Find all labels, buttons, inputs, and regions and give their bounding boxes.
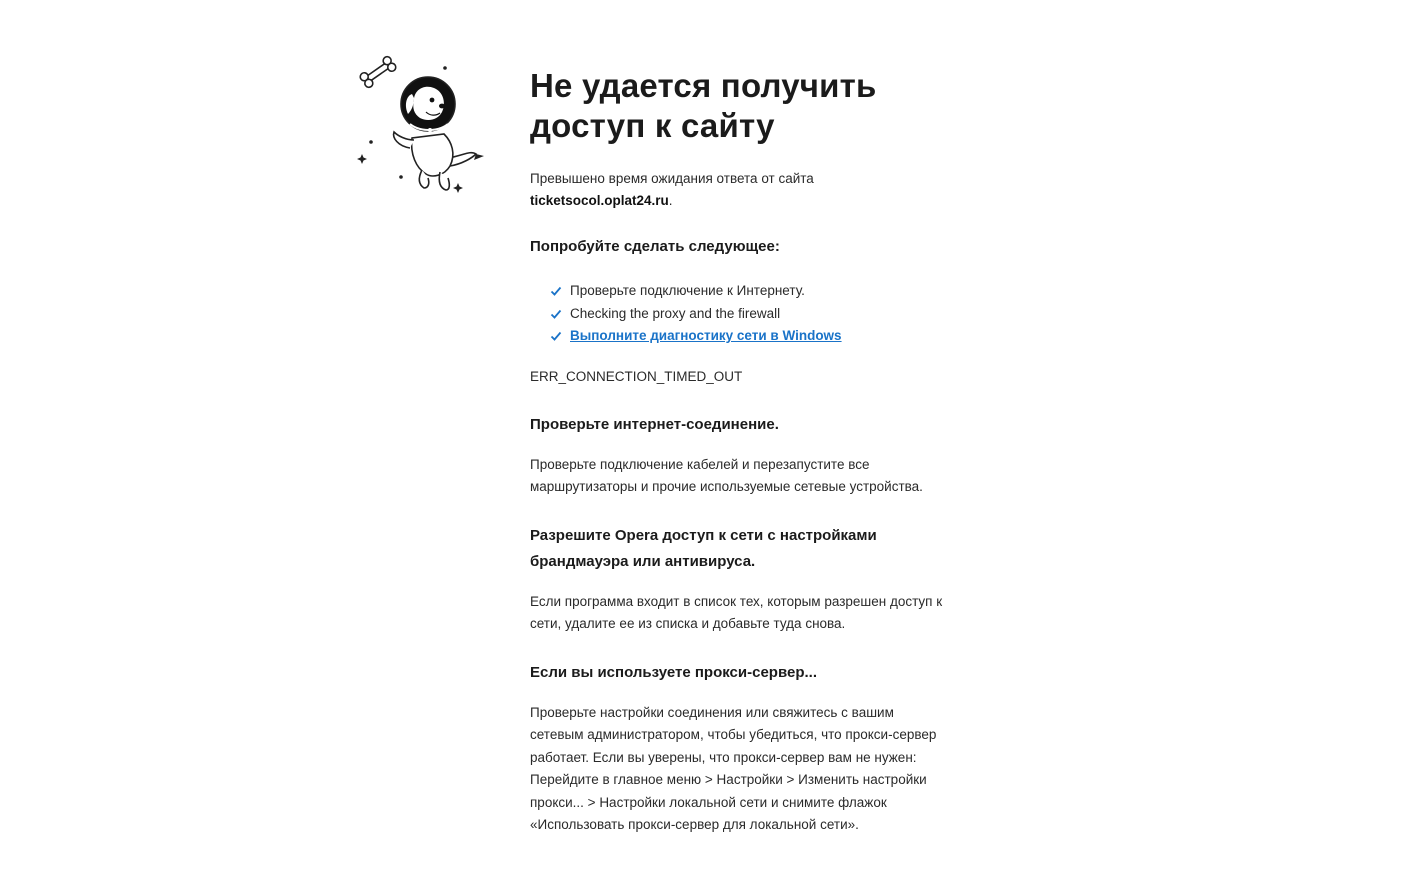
page-title: Не удается получить доступ к сайту [530, 67, 877, 144]
section-body: Проверьте подключение кабелей и перезапустите все маршрутизаторы и прочие используемые сетевые устройства. [530, 456, 923, 494]
suggestion-list [530, 280, 950, 348]
suggestion-check-connection: Проверьте подключение к Интернету. [570, 283, 805, 298]
checkmark-icon [550, 285, 562, 297]
section-heading: Проверьте интернет-соединение. [530, 415, 779, 433]
bone-icon [359, 55, 398, 89]
suggestion-item [550, 303, 950, 326]
suggestion-item [550, 280, 950, 303]
network-diagnostics-link[interactable]: Выполните диагностику сети в Windows [570, 328, 842, 343]
suggestion-item [550, 325, 950, 348]
error-code: ERR_CONNECTION_TIMED_OUT [530, 368, 743, 384]
section-body: Проверьте настройки соединения или свяжитесь с вашим сетевым администратором, чтобы убедиться, что прокси-сервер работает. Если вы уверены, что прокси-сервер вам не нужен: Перейдите в главное меню > Настройки > Изменить настройки прокси... > Настройки локальной сети и снимите флажок «Использовать прокси-сервер для локальной сети». [530, 704, 937, 832]
section-heading: Разрешите Opera доступ к сети с настройками брандмауэра или антивируса. [530, 526, 877, 570]
try-heading: Попробуйте сделать следующее: [530, 238, 780, 255]
error-content [530, 66, 950, 837]
checkmark-icon [550, 330, 562, 342]
section-proxy [530, 660, 950, 837]
site-host: ticketsocol.oplat24.ru [530, 193, 669, 208]
suggestion-check-proxy: Checking the proxy and the firewall [570, 305, 781, 321]
timeout-message [530, 168, 950, 212]
intro-period: . [668, 193, 673, 208]
section-firewall [530, 523, 950, 636]
astronaut-dog-icon [352, 50, 492, 200]
section-body: Если программа входит в список тех, которым разрешен доступ к сети, удалите ее из списка и добавьте туда снова. [530, 593, 943, 631]
intro-text: Превышено время ожидания ответа от сайта [530, 171, 814, 186]
section-internet [530, 412, 950, 499]
checkmark-icon [550, 308, 562, 320]
section-heading: Если вы используете прокси-сервер... [530, 663, 817, 681]
